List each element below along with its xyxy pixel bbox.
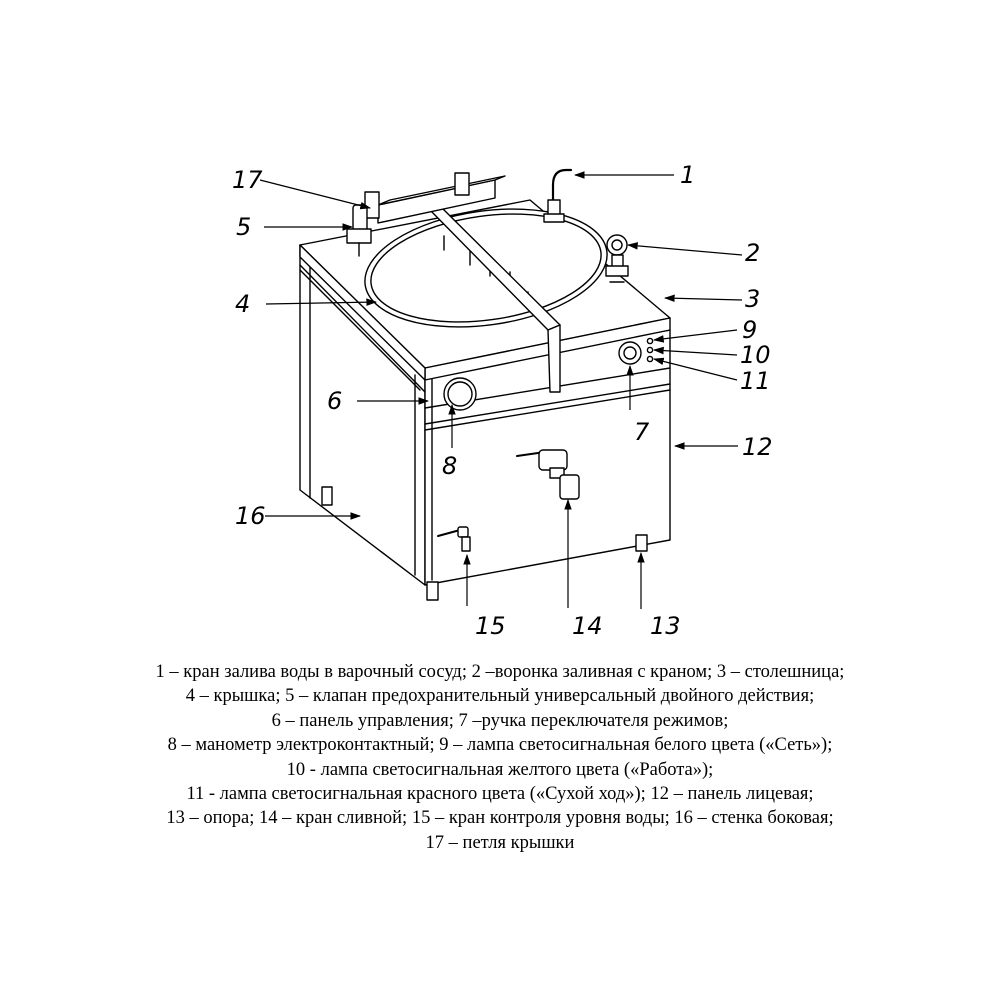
callout-1: 1	[680, 161, 696, 189]
pressure-gauge	[444, 378, 476, 410]
legend-line: 10 - лампа светосигнальная желтого цвета («Работа»);	[286, 759, 714, 780]
callout-8: 8	[442, 452, 458, 480]
callout-14: 14	[572, 612, 603, 640]
legend-line: 11 - лампа светосигнальная красного цвета («Сухой ход»); 12 – панель лицевая;	[186, 784, 814, 805]
callout-17: 17	[232, 166, 263, 194]
legend	[60, 660, 940, 855]
callout-6: 6	[327, 387, 343, 415]
legend-line: 17 – петля крышки	[425, 832, 575, 853]
callout-7: 7	[634, 418, 650, 446]
water-fill-tap	[544, 170, 571, 222]
callout-15: 15	[475, 612, 506, 640]
legend-line: 1 – кран залива воды в варочный сосуд; 2 –воронка заливная с краном; 3 – столешница;	[155, 662, 845, 682]
callout-16: 16	[235, 502, 266, 530]
callout-4: 4	[235, 290, 251, 318]
callout-11: 11	[740, 367, 771, 395]
callout-13: 13	[650, 612, 681, 640]
callout-2: 2	[745, 239, 761, 267]
filling-funnel	[606, 235, 628, 282]
legend-line: 6 – панель управления; 7 –ручка переключателя режимов;	[271, 710, 729, 731]
callout-10: 10	[740, 341, 771, 369]
legend-line: 13 – опора; 14 – кран сливной; 15 – кран контроля уровня воды; 16 – стенка боковая;	[166, 808, 834, 829]
callout-9: 9	[742, 316, 758, 344]
callout-3: 3	[745, 285, 761, 313]
legend-line: 8 – манометр электроконтактный; 9 – лампа светосигнальная белого цвета («Сеть»);	[167, 735, 833, 756]
callout-5: 5	[236, 213, 252, 241]
legend-line: 4 – крышка; 5 – клапан предохранительный универсальный двойного действия;	[185, 686, 815, 707]
callout-12: 12	[742, 433, 773, 461]
